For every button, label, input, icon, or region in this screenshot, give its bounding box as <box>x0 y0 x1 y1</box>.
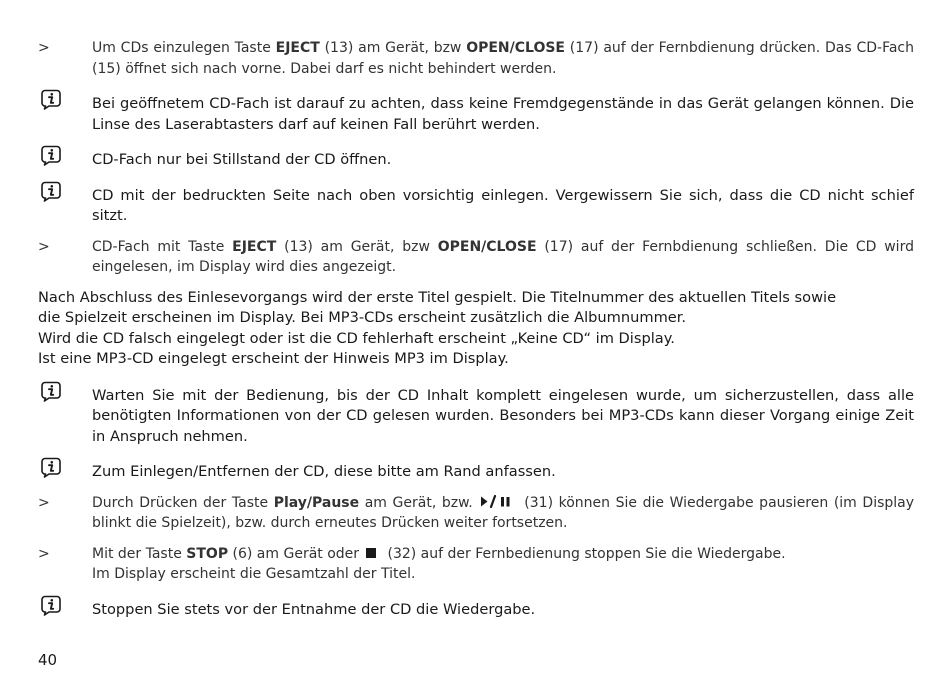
arrow-bullet: > <box>38 238 50 255</box>
item-text <box>92 38 914 79</box>
arrow-bullet: > <box>38 545 50 562</box>
text-run: CD-Fach mit Taste <box>92 238 233 255</box>
item-text <box>92 237 914 278</box>
text-run: Stoppen Sie stets vor der Entnahme der CD die Wiedergabe. <box>92 600 536 618</box>
instruction-step <box>38 493 914 534</box>
text-run: Bei geöffnetem CD-Fach ist darauf zu achten, dass keine Fremdgegenstände in das Gerät gelangen können. Die Linse des Laserabtasters darf auf keinen Fall berührt werden. <box>92 95 914 133</box>
info-note <box>38 457 914 483</box>
page-number: 40 <box>38 651 58 669</box>
instruction-step <box>38 237 914 278</box>
text-run: Zum Einlegen/Entfernen der CD, diese bitte am Rand anfassen. <box>92 463 556 480</box>
body-paragraph <box>38 288 914 370</box>
key-label: OPEN/CLOSE <box>437 238 537 255</box>
text-run: CD-Fach nur bei Stillstand der CD öffnen. <box>92 151 392 168</box>
key-label: STOP <box>186 545 229 562</box>
item-text <box>92 89 914 135</box>
info-note <box>38 595 914 621</box>
paragraph-line: Wird die CD falsch eingelegt oder ist die CD fehlerhaft erscheint „Keine CD“ im Display. <box>38 329 675 347</box>
text-run: (13) am Gerät, bzw <box>319 40 467 56</box>
info-note <box>38 181 914 227</box>
text-run: Durch Drücken der Taste <box>92 494 274 511</box>
text-run: Mit der Taste <box>92 545 187 562</box>
item-text <box>92 493 914 534</box>
text-run: (17) auf der Fernbdienung schließen. Die CD wird eingelesen, im Display wird dies angezeigt. <box>92 238 914 275</box>
text-run: (17) auf der Fernbdienung drücken. Das CD-Fach (15) öffnet sich nach vorne. Dabei darf es nicht behindert werden. <box>92 40 914 77</box>
item-text <box>92 544 914 585</box>
key-label: EJECT <box>232 238 277 255</box>
stop-icon <box>365 547 377 559</box>
text-run: (31) können Sie die Wiedergabe pausieren (im Display blinkt die Spielzeit), bzw. durch erneutes Drücken weiter fortsetzen. <box>92 494 915 531</box>
text-run: Warten Sie mit der Bedienung, bis der CD Inhalt komplett eingelesen wurde, um sicherzustellen, dass alle benötigten Informationen von der CD gelesen wurden. Besonders bei MP3-CDs kann dieser Vorgang einige Zeit in Anspruch nehmen. <box>92 386 914 445</box>
instruction-list-bottom <box>38 381 914 621</box>
arrow-bullet: > <box>38 494 50 511</box>
text-run: (6) am Gerät oder <box>228 545 360 562</box>
paragraph-line: Nach Abschluss des Einlesevorgangs wird der erste Titel gespielt. Die Titelnummer des aktuellen Titels sowie <box>38 288 837 306</box>
text-run: Im Display erscheint die Gesamtzahl der Titel. <box>92 566 416 582</box>
key-label: Play/Pause <box>273 494 360 511</box>
info-note <box>38 145 914 171</box>
manual-page <box>38 38 914 630</box>
text-run: am Gerät, bzw. <box>359 494 473 511</box>
text-run: (32) auf der Fernbedienung stoppen Sie die Wiedergabe. <box>383 545 786 562</box>
item-text <box>92 381 914 448</box>
text-run: CD mit der bedruckten Seite nach oben vorsichtig einlegen. Vergewissern Sie sich, dass die CD nicht schief sitzt. <box>92 186 914 224</box>
instruction-step <box>38 544 914 585</box>
play-pause-icon <box>479 495 513 508</box>
key-label: EJECT <box>275 40 320 56</box>
info-note <box>38 381 914 448</box>
item-text <box>92 595 914 621</box>
arrow-bullet: > <box>38 40 50 56</box>
text-run: (13) am Gerät, bzw <box>276 238 438 255</box>
paragraph-line: Ist eine MP3-CD eingelegt erscheint der Hinweis MP3 im Display. <box>38 350 509 367</box>
instruction-list-top <box>38 38 914 278</box>
item-text <box>92 457 914 483</box>
instruction-step <box>38 38 914 79</box>
key-label: OPEN/CLOSE <box>466 40 565 56</box>
item-text <box>92 145 914 171</box>
text-run: Um CDs einzulegen Taste <box>92 40 276 56</box>
paragraph-line: die Spielzeit erscheinen im Display. Bei MP3-CDs erscheint zusätzlich die Albumnummer. <box>38 309 687 326</box>
info-note <box>38 89 914 135</box>
item-text <box>92 181 914 227</box>
